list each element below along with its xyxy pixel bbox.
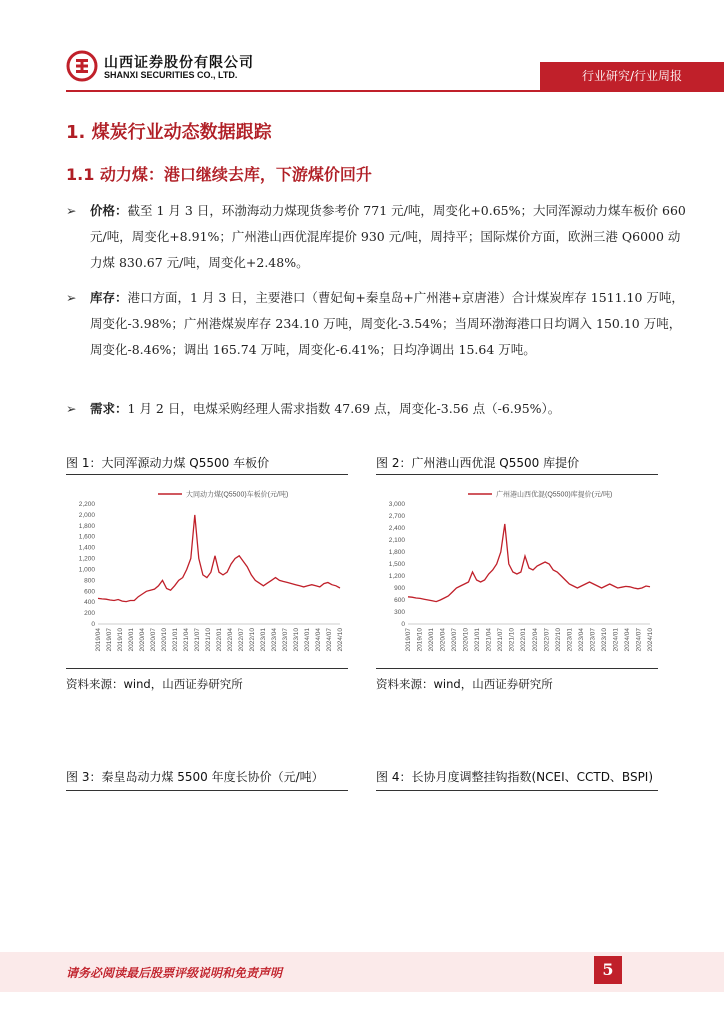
figure-1-caption: 图 1：大同浑源动力煤 Q5500 车板价 xyxy=(66,456,270,470)
y-tick-label: 1,400 xyxy=(78,544,95,552)
y-tick-label: 900 xyxy=(394,585,405,592)
y-tick-label: 1,800 xyxy=(388,549,405,556)
figure-2-bottom-rule xyxy=(376,668,658,669)
bullet-keyword: 需求： xyxy=(90,401,128,416)
x-tick-label: 2024/04 xyxy=(623,628,631,652)
bullet-arrow-icon: ➢ xyxy=(66,203,77,218)
report-type-tag: 行业研究/行业周报 xyxy=(540,62,724,90)
x-tick-label: 2023/07 xyxy=(282,628,289,652)
bullet-text: 截至 1 月 3 日，环渤海动力煤现货参考价 771 元/吨，周变化+0.65%；大同浑源动力煤车板价 660 元/吨，周变化+8.91%；广州港山西优混库提价 930 元/吨，周持平；国际煤价方面，欧洲三港 Q6000 动力煤 830.67 元/吨，周变化+2.48%。 xyxy=(90,203,686,270)
y-tick-label: 1,800 xyxy=(78,522,95,530)
x-tick-label: 2023/04 xyxy=(577,628,585,652)
y-tick-label: 1,500 xyxy=(388,561,405,568)
x-tick-label: 2021/10 xyxy=(508,628,516,652)
x-tick-label: 2022/01 xyxy=(520,628,528,652)
shanxi-securities-logo-icon xyxy=(66,50,98,82)
header-divider xyxy=(66,90,724,92)
y-tick-label: 300 xyxy=(394,609,405,616)
figure-3-caption: 图 3：秦皇岛动力煤 5500 年度长协价（元/吨） xyxy=(66,770,324,784)
y-tick-label: 2,200 xyxy=(78,501,95,508)
x-tick-label: 2021/07 xyxy=(194,628,201,652)
x-tick-label: 2024/04 xyxy=(315,628,322,652)
y-tick-label: 200 xyxy=(84,610,95,618)
y-tick-label: 0 xyxy=(91,621,95,628)
bullet-text: 1 月 2 日，电煤采购经理人需求指数 47.69 点，周变化-3.56 点（-6.95%）。 xyxy=(127,401,561,416)
x-tick-label: 2022/10 xyxy=(554,628,562,652)
x-tick-label: 2022/01 xyxy=(216,628,223,652)
figure-4-top-rule xyxy=(376,790,658,791)
x-tick-label: 2024/07 xyxy=(326,628,333,652)
x-tick-label: 2020/04 xyxy=(439,628,447,652)
x-tick-label: 2019/07 xyxy=(106,628,113,652)
x-tick-label: 2024/01 xyxy=(612,628,620,652)
x-tick-label: 2019/07 xyxy=(405,628,412,652)
x-tick-label: 2023/01 xyxy=(260,628,267,652)
figure-2-source: 资料来源：wind，山西证券研究所 xyxy=(376,677,553,691)
y-tick-label: 800 xyxy=(84,577,95,585)
section-heading: 1. 煤炭行业动态数据跟踪 xyxy=(66,122,272,143)
y-tick-label: 2,000 xyxy=(78,511,95,519)
x-tick-label: 2020/01 xyxy=(428,628,436,652)
series-line xyxy=(408,524,650,602)
figure-2-caption: 图 2：广州港山西优混 Q5500 库提价 xyxy=(376,456,580,470)
figure-3-top-rule xyxy=(66,790,348,791)
figure-1-source: 资料来源：wind，山西证券研究所 xyxy=(66,677,243,691)
x-tick-label: 2021/04 xyxy=(183,628,190,652)
x-tick-label: 2022/07 xyxy=(543,628,551,652)
y-tick-label: 600 xyxy=(394,597,405,604)
x-tick-label: 2019/10 xyxy=(117,628,124,652)
subsection-heading: 1.1 动力煤：港口继续去库，下游煤价回升 xyxy=(66,165,372,184)
x-tick-label: 2024/01 xyxy=(304,628,311,652)
x-tick-label: 2022/04 xyxy=(227,628,234,652)
y-tick-label: 2,100 xyxy=(388,537,405,544)
x-tick-label: 2023/10 xyxy=(600,628,608,652)
x-tick-label: 2021/04 xyxy=(485,628,493,652)
figure-2-chart-svg xyxy=(376,484,658,664)
x-tick-label: 2023/01 xyxy=(566,628,574,652)
x-tick-label: 2020/01 xyxy=(128,628,135,652)
figure-1-chart xyxy=(66,484,348,664)
x-tick-label: 2020/10 xyxy=(161,628,168,652)
bullet-demand xyxy=(66,396,686,422)
figure-1-bottom-rule xyxy=(66,668,348,669)
x-tick-label: 2020/07 xyxy=(150,628,157,652)
x-tick-label: 2021/07 xyxy=(497,628,505,652)
y-tick-label: 2,400 xyxy=(388,525,405,532)
figure-1-chart-svg xyxy=(66,484,348,664)
x-tick-label: 2020/10 xyxy=(462,628,470,652)
x-tick-label: 2019/04 xyxy=(95,628,102,652)
y-tick-label: 2,700 xyxy=(388,513,405,520)
x-tick-label: 2024/10 xyxy=(647,628,654,652)
bullet-keyword: 价格： xyxy=(90,203,128,218)
x-tick-label: 2024/07 xyxy=(635,628,643,652)
company-name-en: SHANXI SECURITIES CO., LTD. xyxy=(104,70,238,80)
x-tick-label: 2023/10 xyxy=(293,628,300,652)
legend-label: 广州港山西优混(Q5500)库提价(元/吨) xyxy=(496,491,613,499)
legend-label: 大同动力煤(Q5500)车板价(元/吨) xyxy=(186,491,289,499)
bullet-inventory xyxy=(66,285,686,363)
figure-2-top-rule xyxy=(376,474,658,475)
x-tick-label: 2022/04 xyxy=(531,628,539,652)
x-tick-label: 2021/01 xyxy=(172,628,179,652)
y-tick-label: 1,000 xyxy=(78,566,95,574)
page-header xyxy=(0,0,724,100)
y-tick-label: 3,000 xyxy=(388,501,405,508)
figure-4-caption: 图 4：长协月度调整挂钩指数(NCEI、CCTD、BSPI) xyxy=(376,770,654,784)
footer-disclaimer: 请务必阅读最后股票评级说明和免责声明 xyxy=(66,966,283,980)
y-tick-label: 0 xyxy=(401,621,405,628)
x-tick-label: 2023/04 xyxy=(271,628,278,652)
bullet-price xyxy=(66,198,686,276)
y-tick-label: 1,200 xyxy=(388,573,405,580)
figure-1-top-rule xyxy=(66,474,348,475)
bullet-keyword: 库存： xyxy=(90,290,128,305)
x-tick-label: 2024/10 xyxy=(337,628,344,652)
page-number: 5 xyxy=(594,956,622,984)
y-tick-label: 400 xyxy=(84,599,95,607)
x-tick-label: 2020/07 xyxy=(451,628,459,652)
bullet-arrow-icon: ➢ xyxy=(66,401,77,416)
company-name-cn: 山西证券股份有限公司 xyxy=(104,55,254,71)
x-tick-label: 2022/07 xyxy=(238,628,245,652)
x-tick-label: 2019/10 xyxy=(416,628,424,652)
bullet-arrow-icon: ➢ xyxy=(66,290,77,305)
bullet-text: 港口方面，1 月 3 日，主要港口（曹妃甸+秦皇岛+广州港+京唐港）合计煤炭库存 1511.10 万吨，周变化-3.98%；广州港煤炭库存 234.10 万吨，周变化-3.54%；当周环渤海港口日均调入 150.10 万吨，周变化-8.46%；调出 165.74 万吨，周变化-6.41%；日均净调出 15.64 万吨。 xyxy=(90,290,684,357)
y-tick-label: 1,600 xyxy=(78,533,95,541)
x-tick-label: 2021/10 xyxy=(205,628,212,652)
y-tick-label: 1,200 xyxy=(78,555,95,563)
series-line xyxy=(98,515,340,602)
x-tick-label: 2020/04 xyxy=(139,628,146,652)
x-tick-label: 2023/07 xyxy=(589,628,597,652)
y-tick-label: 600 xyxy=(84,588,95,596)
x-tick-label: 2022/10 xyxy=(249,628,256,652)
x-tick-label: 2021/01 xyxy=(474,628,482,652)
figure-2-chart xyxy=(376,484,658,664)
